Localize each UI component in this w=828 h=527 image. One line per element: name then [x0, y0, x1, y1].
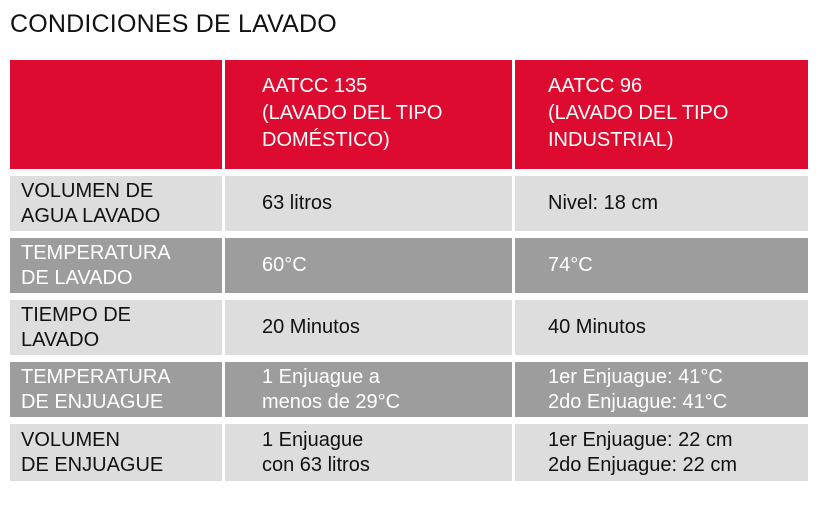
- header-text: INDUSTRIAL): [548, 129, 674, 151]
- cell-text: 20 Minutos: [262, 316, 360, 338]
- cell-text: 40 Minutos: [548, 316, 646, 338]
- row-label-text: LAVADO: [21, 328, 100, 351]
- cell-text: 63 litros: [262, 192, 333, 214]
- header-text: AATCC 96: [548, 75, 643, 97]
- table-cell: [225, 238, 512, 293]
- table-cell: [225, 424, 512, 481]
- row-label-text: VOLUMEN DE: [21, 179, 154, 202]
- cell-text: 1 Enjuague: [262, 428, 364, 451]
- header-text: AATCC 135: [262, 75, 368, 97]
- row-label-text: DE ENJUAGUE: [21, 453, 164, 476]
- cell-text: 1er Enjuague: 41°C: [548, 365, 723, 388]
- row-label: [10, 300, 222, 355]
- cell-text: menos de 29°C: [262, 390, 401, 413]
- row-label-text: TIEMPO DE: [21, 303, 132, 326]
- header-cell-empty: [10, 60, 222, 169]
- row-label-text: DE LAVADO: [21, 266, 133, 289]
- table-cell: [515, 176, 808, 231]
- table-row: [10, 424, 808, 481]
- row-label-text: TEMPERATURA: [21, 241, 171, 264]
- row-label: [10, 176, 222, 231]
- header-text: (LAVADO DEL TIPO: [262, 102, 443, 124]
- header-text: DOMÉSTICO): [262, 129, 390, 151]
- cell-text: 1 Enjuague a: [262, 365, 380, 388]
- row-label: [10, 362, 222, 417]
- header-cell-aatcc-135: [225, 60, 512, 169]
- cell-text: Nivel: 18 cm: [548, 192, 659, 214]
- table-cell: [225, 176, 512, 231]
- table-header-row: [10, 60, 808, 169]
- header-cell-aatcc-96: [515, 60, 808, 169]
- row-label-text: VOLUMEN: [21, 428, 120, 451]
- table-cell: [515, 300, 808, 355]
- washing-conditions-table: [10, 60, 808, 481]
- table-cell: [225, 362, 512, 417]
- header-text: (LAVADO DEL TIPO: [548, 102, 729, 124]
- row-label-text: DE ENJUAGUE: [21, 390, 164, 413]
- cell-text: 74°C: [548, 254, 593, 276]
- table-row: [10, 238, 808, 293]
- table-row: [10, 300, 808, 355]
- table-row: [10, 362, 808, 417]
- row-label-text: TEMPERATURA: [21, 365, 171, 388]
- cell-text: con 63 litros: [262, 453, 370, 476]
- cell-text: 2do Enjuague: 22 cm: [548, 453, 738, 476]
- page-title: CONDICIONES DE LAVADO: [10, 10, 337, 38]
- table-row: [10, 176, 808, 231]
- cell-text: 1er Enjuague: 22 cm: [548, 428, 733, 451]
- table-cell: [515, 424, 808, 481]
- row-label-text: AGUA LAVADO: [21, 204, 161, 227]
- row-label: [10, 238, 222, 293]
- table-cell: [515, 238, 808, 293]
- table-cell: [515, 362, 808, 417]
- cell-text: 60°C: [262, 254, 307, 276]
- table-cell: [225, 300, 512, 355]
- row-label: [10, 424, 222, 481]
- cell-text: 2do Enjuague: 41°C: [548, 390, 728, 413]
